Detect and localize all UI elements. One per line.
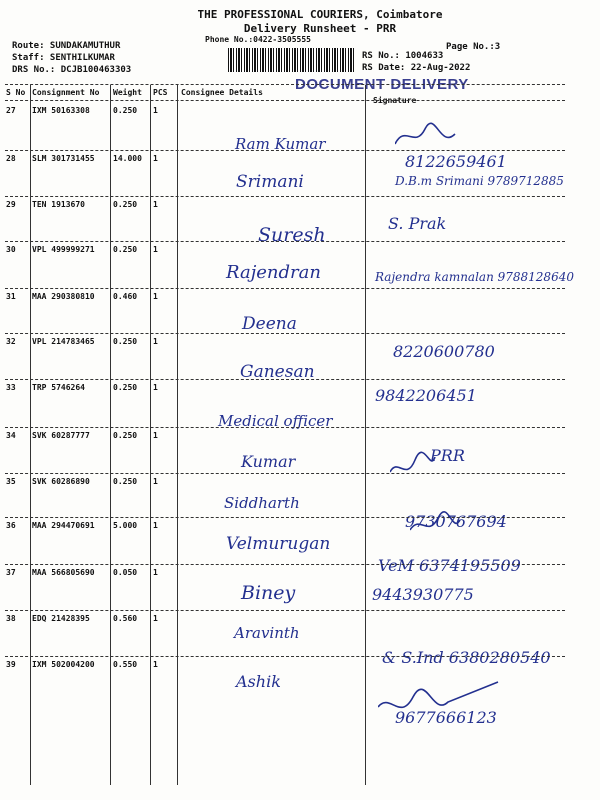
consignment-number: TEN 1913670 <box>32 200 85 209</box>
consignee-handwritten: Suresh <box>258 224 326 246</box>
consignee-handwritten: Aravinth <box>234 624 300 642</box>
row-separator <box>5 564 565 565</box>
pcs-count: 1 <box>153 154 158 163</box>
row-separator <box>5 379 565 380</box>
page-number: Page No.:3 <box>446 42 501 52</box>
weight-value: 0.460 <box>113 292 138 301</box>
staff-label: Staff: SENTHILKUMAR <box>12 53 115 63</box>
consignment-number: TRP 5746264 <box>32 383 85 392</box>
serial-number: 35 <box>6 477 16 486</box>
consignment-number: SVK 60287777 <box>32 431 90 440</box>
signature-stroke <box>378 682 498 707</box>
consignment-number: MAA 566805690 <box>32 568 95 577</box>
route-label: Route: SUNDAKAMUTHUR <box>12 41 121 51</box>
row-separator <box>5 610 565 611</box>
consignment-number: IXM 50163308 <box>32 106 90 115</box>
serial-number: 33 <box>6 383 16 392</box>
rs-date: RS Date: 22-Aug-2022 <box>362 63 471 73</box>
col-divider <box>365 85 366 785</box>
consignment-number: IXM 502004200 <box>32 660 95 669</box>
consignment-number: MAA 294470691 <box>32 521 95 530</box>
header-top-rule <box>5 84 565 85</box>
consignee-handwritten: Srimani <box>236 172 304 192</box>
consignment-number: MAA 290380810 <box>32 292 95 301</box>
weight-value: 0.250 <box>113 477 138 486</box>
serial-number: 30 <box>6 245 16 254</box>
runsheet-subtitle: Delivery Runsheet - PRR <box>243 22 397 35</box>
weight-value: 0.250 <box>113 431 138 440</box>
row-separator <box>5 288 565 289</box>
consignment-number: SVK 60286890 <box>32 477 90 486</box>
signature-handwritten: 9677666123 <box>395 708 497 727</box>
pcs-count: 1 <box>153 431 158 440</box>
signature-handwritten: 9443930775 <box>372 585 474 604</box>
serial-number: 34 <box>6 431 16 440</box>
pcs-count: 1 <box>153 568 158 577</box>
serial-number: 31 <box>6 292 16 301</box>
col-consignee: Consignee Details <box>181 88 263 97</box>
consignee-handwritten: Biney <box>241 582 296 604</box>
signature-handwritten: S. Prak <box>388 214 447 233</box>
signature-handwritten: 9730767694 <box>405 512 507 531</box>
row-separator <box>5 427 565 428</box>
consignee-handwritten: Ashik <box>236 672 281 691</box>
col-divider <box>177 85 178 785</box>
serial-number: 36 <box>6 521 16 530</box>
weight-value: 0.250 <box>113 245 138 254</box>
pcs-count: 1 <box>153 337 158 346</box>
signature-scribble <box>378 680 508 720</box>
document-delivery-stamp: DOCUMENT DELIVERY <box>295 76 469 93</box>
weight-value: 0.250 <box>113 383 138 392</box>
weight-value: 0.250 <box>113 337 138 346</box>
phone-number: Phone No.:0422-3505555 <box>205 35 311 44</box>
weight-value: 0.250 <box>113 106 138 115</box>
weight-value: 0.250 <box>113 200 138 209</box>
signature-handwritten: 8220600780 <box>393 342 495 361</box>
signature-handwritten: VeM 6374195509 <box>378 556 521 575</box>
serial-number: 27 <box>6 106 16 115</box>
signature-handwritten: 9842206451 <box>375 386 477 405</box>
row-separator <box>5 241 565 242</box>
pcs-count: 1 <box>153 521 158 530</box>
serial-number: 28 <box>6 154 16 163</box>
col-divider <box>150 85 151 785</box>
weight-value: 0.560 <box>113 614 138 623</box>
weight-value: 0.550 <box>113 660 138 669</box>
consignee-handwritten: Siddharth <box>224 494 300 512</box>
col-signature: Signature <box>373 96 417 105</box>
consignee-handwritten: Velmurugan <box>226 534 331 554</box>
signature-handwritten: Rajendra kamnalan 9788128640 <box>375 270 574 284</box>
drs-number: DRS No.: DCJB100463303 <box>12 65 132 75</box>
col-pcs: PCS <box>153 88 168 97</box>
col-divider <box>30 85 31 785</box>
pcs-count: 1 <box>153 614 158 623</box>
row-separator <box>5 333 565 334</box>
serial-number: 38 <box>6 614 16 623</box>
consignment-number: SLM 301731455 <box>32 154 95 163</box>
signature-scribble <box>395 112 525 152</box>
signature-handwritten: 8122659461 <box>405 152 507 171</box>
col-divider <box>110 85 111 785</box>
signature-scribble <box>390 440 520 480</box>
pcs-count: 1 <box>153 660 158 669</box>
pcs-count: 1 <box>153 245 158 254</box>
pcs-count: 1 <box>153 106 158 115</box>
header-bottom-rule <box>5 100 565 101</box>
serial-number: 39 <box>6 660 16 669</box>
rs-number: RS No.: 1004633 <box>362 51 444 61</box>
signature-stroke <box>390 452 435 472</box>
col-sno: S No <box>6 88 26 97</box>
col-consignment: Consignment No <box>32 88 100 97</box>
signature-handwritten: & S.Ind 6380280540 <box>382 648 551 667</box>
route-staff-block <box>12 40 131 76</box>
barcode-image <box>228 48 354 72</box>
consignee-handwritten: Rajendran <box>226 262 321 283</box>
rs-info <box>362 50 470 74</box>
consignee-handwritten: Kumar <box>241 452 296 471</box>
pcs-count: 1 <box>153 292 158 301</box>
consignment-number: VPL 214783465 <box>32 337 95 346</box>
row-separator <box>5 656 565 657</box>
signature-scribble <box>410 500 540 540</box>
serial-number: 32 <box>6 337 16 346</box>
row-separator <box>5 196 565 197</box>
runsheet-title: THE PROFESSIONAL COURIERS, Coimbatore <box>197 8 443 21</box>
signature-handwritten: D.B.m Srimani 9789712885 <box>395 174 564 188</box>
serial-number: 29 <box>6 200 16 209</box>
serial-number: 37 <box>6 568 16 577</box>
col-weight: Weight <box>113 88 142 97</box>
consignee-handwritten: Ganesan <box>240 362 315 382</box>
consignee-handwritten: Ram Kumar <box>235 135 326 153</box>
consignment-number: EDQ 21428395 <box>32 614 90 623</box>
pcs-count: 1 <box>153 477 158 486</box>
weight-value: 0.050 <box>113 568 138 577</box>
signature-stroke <box>410 512 460 530</box>
pcs-count: 1 <box>153 200 158 209</box>
weight-value: 14.000 <box>113 154 142 163</box>
pcs-count: 1 <box>153 383 158 392</box>
weight-value: 5.000 <box>113 521 138 530</box>
signature-stroke <box>395 123 455 144</box>
consignment-number: VPL 499999271 <box>32 245 95 254</box>
consignee-handwritten: Deena <box>242 314 297 334</box>
consignee-handwritten: Medical officer <box>218 412 333 430</box>
signature-handwritten: PRR <box>430 446 465 465</box>
